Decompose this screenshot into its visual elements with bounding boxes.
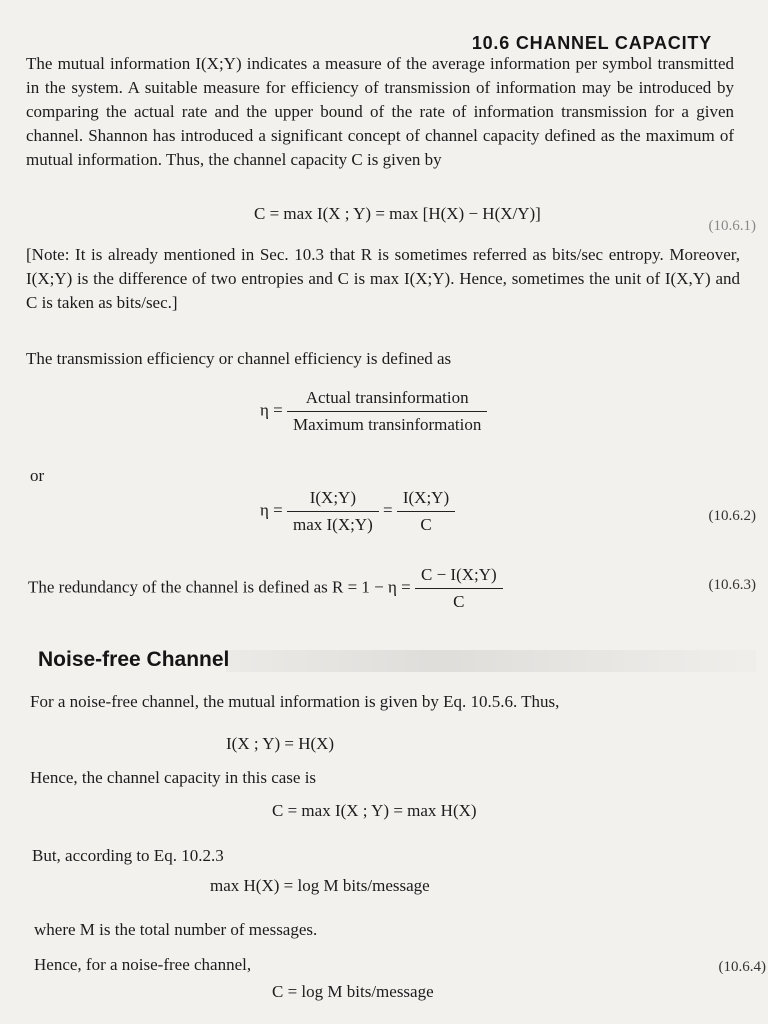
section-heading: Noise-free Channel [38,648,230,671]
eta-denominator: Maximum transinformation [292,415,482,434]
intro-paragraph: The mutual information I(X;Y) indicates a measure of the average information per symbol transmitted in the system. A suitable measure for efficiency of transmission of information may be introduced by comparing the actual rate and the upper bound of the rate of information transmission for a given channel. Shannon has introduced a significant concept of channel capacity defined as the maximum of mutual information. Thus, the channel capacity C is given by [26,54,734,169]
redundancy-fraction [415,565,503,612]
equation-10-6-3 [28,565,503,612]
noise-free-paragraph-4: where M is the total number of messages. [34,920,318,939]
eq2-lhs: η = [260,500,283,520]
equation-10-6-1: C = max I(X ; Y) = max [H(X) − H(X/Y)] [254,204,541,223]
noise-free-equation-4: C = log M bits/message [272,982,434,1001]
equation-eta-words [260,388,487,435]
eq2-frac1-denominator: max I(X;Y) [292,515,373,534]
eta-fraction [287,388,487,435]
noise-free-paragraph-1: For a noise-free channel, the mutual information is given by Eq. 10.5.6. Thus, [30,692,560,711]
section-header: 10.6 CHANNEL CAPACITY [471,33,712,53]
noise-free-equation-2: C = max I(X ; Y) = max H(X) [272,801,477,820]
or-label: or [30,466,45,485]
heading-background-band [226,650,756,672]
noise-free-paragraph-3: But, according to Eq. 10.2.3 [32,846,224,865]
redundancy-numerator: C − I(X;Y) [415,565,503,589]
equation-10-6-2 [260,488,455,535]
eta-numerator: Actual transinformation [287,388,487,412]
noise-free-equation-1: I(X ; Y) = H(X) [226,734,335,753]
eq2-frac1-numerator: I(X;Y) [287,488,379,512]
redundancy-denominator: C [453,592,465,611]
eq2-fraction-2 [397,488,455,535]
equation-number-10-6-1: (10.6.1) [708,218,756,234]
noise-free-paragraph-2: Hence, the channel capacity in this case is [30,768,317,787]
textbook-page [26,0,766,1024]
eq2-frac2-numerator: I(X;Y) [397,488,455,512]
eq2-fraction-1 [287,488,379,535]
noise-free-paragraph-5: Hence, for a noise-free channel, [34,955,252,974]
eta-lhs: η = [260,400,283,420]
note-paragraph: [Note: It is already mentioned in Sec. 10.3 that R is sometimes referred as bits/sec entropy. Moreover, I(X;Y) is the difference of two entropies and C is max I(X;Y). Hence, sometimes the unit of I(X,Y) and C is taken as bits/sec.] [26,245,740,312]
equation-number-10-6-3: (10.6.3) [708,577,756,593]
equation-number-10-6-2: (10.6.2) [708,508,756,524]
equation-number-10-6-4: (10.6.4) [718,959,766,975]
redundancy-text: The redundancy of the channel is defined as R = 1 − η = [28,577,411,597]
eq2-frac2-denominator: C [420,515,432,534]
efficiency-intro: The transmission efficiency or channel efficiency is defined as [26,349,452,368]
noise-free-equation-3: max H(X) = log M bits/message [210,876,430,895]
eq2-equals: = [383,500,393,520]
